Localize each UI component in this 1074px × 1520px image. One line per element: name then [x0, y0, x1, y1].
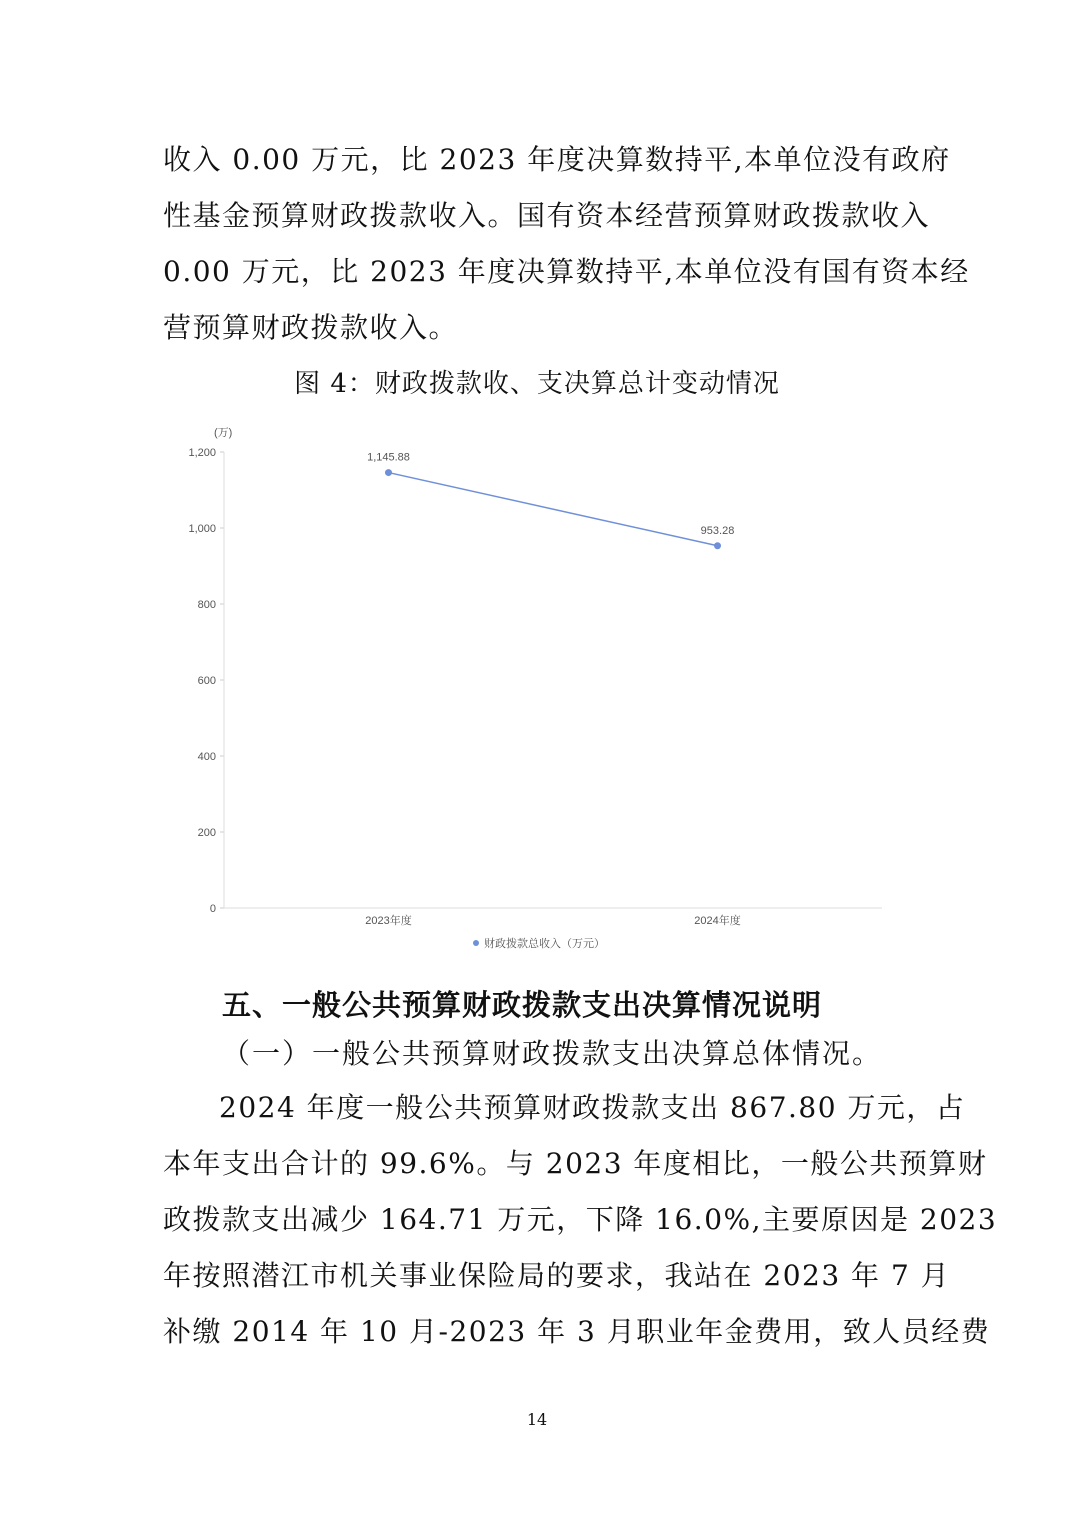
data-point: [385, 469, 392, 476]
y-tick-label: 800: [197, 599, 216, 611]
y-tick-label: 0: [209, 903, 216, 915]
paragraph-bottom: [163, 1080, 998, 1360]
paragraph-line: 性基金预算财政拨款收入。国有资本经营预算财政拨款收入: [163, 199, 931, 232]
paragraph-top: [163, 132, 970, 356]
section-heading: 五、一般公共预算财政拨款支出决算情况说明: [222, 988, 823, 1022]
x-tick-label: 2023年度: [365, 915, 412, 927]
series-line: [389, 473, 718, 546]
line-chart: [170, 418, 900, 958]
y-unit-label: (万): [214, 427, 233, 439]
section-subheading: （一）一般公共预算财政拨款支出决算总体情况。: [222, 1037, 883, 1070]
x-axis: [365, 913, 740, 927]
legend: [473, 936, 605, 950]
y-tick-label: 600: [197, 675, 216, 687]
y-tick-label: 400: [197, 751, 216, 763]
data-label: 953.28: [700, 524, 735, 537]
paragraph-line: 2024 年度一般公共预算财政拨款支出 867.80 万元，占: [219, 1091, 966, 1124]
figure-caption: 图 4：财政拨款收、支决算总计变动情况: [294, 369, 780, 399]
legend-marker: [473, 940, 479, 946]
series-line-group: [367, 452, 734, 550]
y-tick-label: 1,200: [188, 447, 216, 459]
y-axis: [188, 447, 224, 915]
page-number: 14: [526, 1410, 548, 1429]
paragraph-line: 年按照潜江市机关事业保险局的要求，我站在 2023 年 7 月: [163, 1259, 951, 1292]
data-label: 1,145.88: [367, 451, 410, 464]
paragraph-line: 政拨款支出减少 164.71 万元，下降 16.0%,主要原因是 2023: [163, 1203, 998, 1236]
paragraph-line: 收入 0.00 万元，比 2023 年度决算数持平,本单位没有政府: [163, 143, 951, 176]
paragraph-line: 营预算财政拨款收入。: [163, 311, 459, 344]
paragraph-line: 补缴 2014 年 10 月-2023 年 3 月职业年金费用，致人员经费: [163, 1315, 991, 1348]
data-point: [714, 542, 721, 549]
y-tick-label: 1,000: [188, 523, 216, 535]
y-tick-label: 200: [197, 827, 216, 839]
paragraph-line: 本年支出合计的 99.6%。与 2023 年度相比，一般公共预算财: [163, 1147, 988, 1180]
legend-label: 财政拨款总收入（万元）: [484, 938, 605, 950]
x-tick-label: 2024年度: [694, 915, 741, 927]
paragraph-line: 0.00 万元，比 2023 年度决算数持平,本单位没有国有资本经: [163, 255, 970, 288]
